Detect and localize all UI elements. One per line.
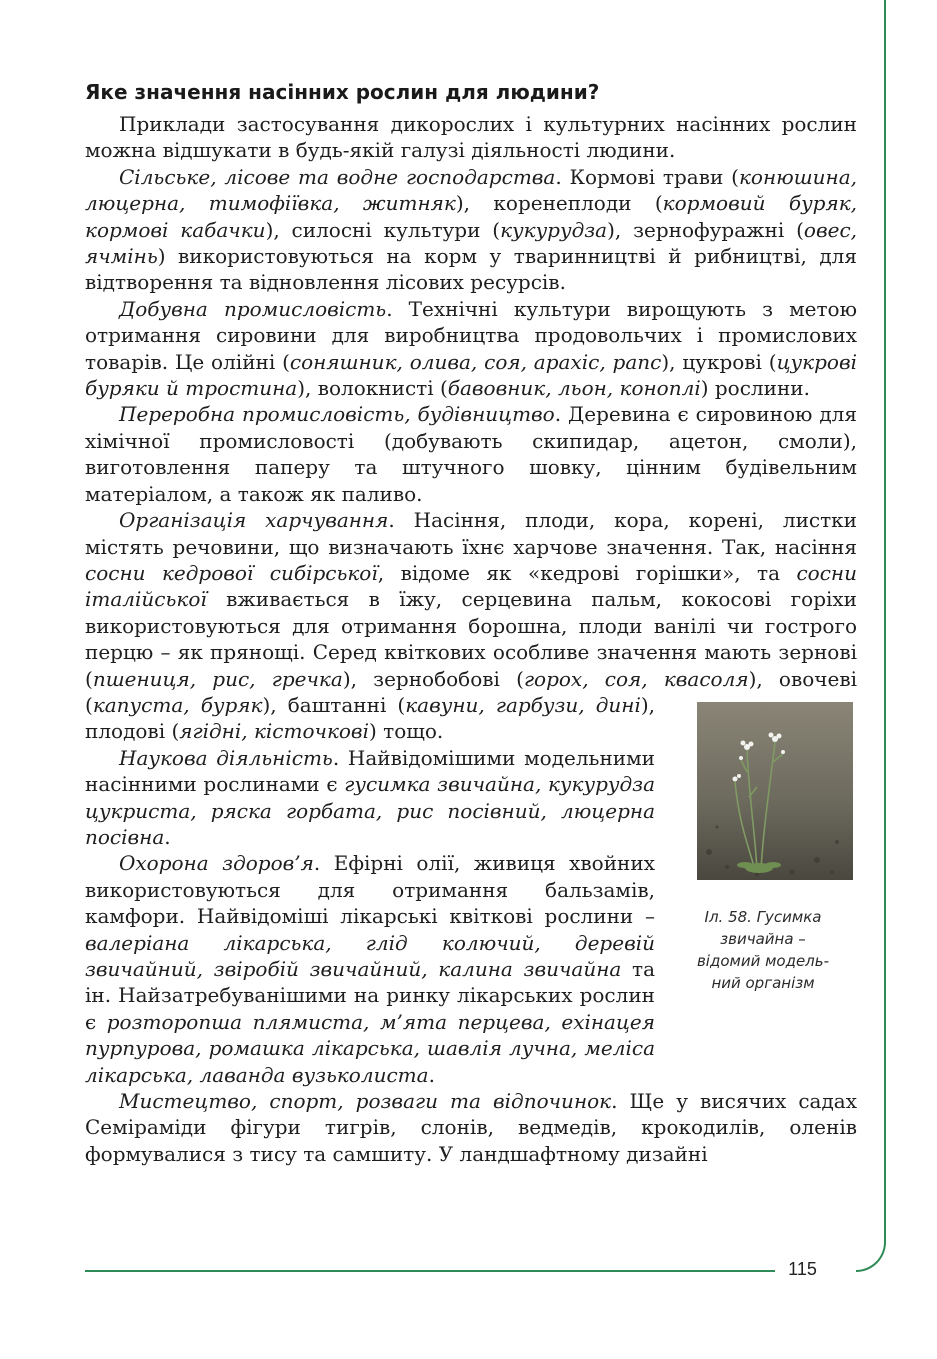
figure (669, 701, 857, 1057)
paragraph-art: Мистецтво, спорт, розваги та відпочинок. Ще у висячих садах Семіраміди фігури тигрів, слонів, ведмедів, крокодилів, оленів формувалися з тису та самшиту. У ландшафтному дизайні (85, 1089, 857, 1166)
paragraph-processing: Переробна промисловість, будівництво. Деревина є сировиною для хімічної промисловості (добувають скипидар, ацетон, смоли), виготовлення паперу та штучного шовку, цінним будівельним матеріалом, а також як паливо. (85, 402, 857, 506)
arabidopsis-photo-icon (697, 702, 853, 880)
frame-corner (856, 1214, 886, 1272)
paragraph-health: Охорона здоров’я. Ефірні олії, живиця хвойних використовуються для отримання бальзамів, камфори. Найвідоміші лікарські квіткові рослини – валеріана лікарська, глід колючий, деревій звичайний, звіробій звичайний, калина звичайна та ін. Найзатребуванішими на ринку лікарських рослин є розторопша плямиста, м’ята перцева, ехінацея пурпурова, ромашка лікарська, шавлія лучна, меліса лікарська, лаванда вузьколиста. (85, 851, 655, 1087)
section-heading: Яке значення насінних рослин для людини? (85, 80, 600, 104)
footer-line (85, 1270, 775, 1272)
body-text (85, 111, 857, 1167)
paragraph-intro: Приклади застосування дикорослих і культурних насінних рослин можна відшукати в будь-якій галузі діяльності людини. (85, 112, 857, 163)
paragraph-food: Організація харчування. Насіння, плоди, кора, корені, листки містять речовини, що визначають їхнє харчове значення. Так, насіння сосни кедрової сибірської, відоме як «кедрові горішки», та сосни італійської вживається в їжу, серцевина пальм, кокосові горіхи використовуються для отримання борошна, плоди ванілі чи гострого перцю – як прянощі. Серед квіткових особливе значення мають зернові (пшениця, рис, гречка), зернобобові (горох, соя, квасоля), овочеві ( Іл. 58. Гусимка звичайна – відомий модель- ний організм капуста, буряк), баштанні (кавуни, гарбузи, дині), плодові (ягідні, кісточкові) тощо. (85, 507, 857, 745)
paragraph-science: Наукова діяльність. Найвідомішими модельними насінними рослинами є гусимка звичайна, кукурудза цукриста, ряска горбата, рис посівний, люцерна посівна. (85, 745, 655, 849)
page-number: 115 (788, 1259, 817, 1279)
figure-caption: Іл. 58. Гусимка звичайна – відомий модель- ний організм (696, 908, 830, 993)
figure-photo (697, 702, 853, 880)
paragraph-agriculture: Сільське, лісове та водне господарства. Кормові трави (конюшина, люцерна, тимофіївка, житняк), коренеплоди (кормовий буряк, кормові кабачки), силосні культури (кукурудза), зернофуражні (овес, ячмінь) використовуються на корм у тваринництві й рибництві, для відтворення та відновлення лісових ресурсів. (85, 164, 858, 295)
frame-right (884, 0, 886, 1228)
paragraph-mining: Добувна промисловість. Технічні культури вирощують з метою отримання сировини для виробництва продовольчих і промислових товарів. Це олійні (соняшник, олива, соя, арахіс, рапс), цукрові (цукрові буряки й тростина), волокнисті (бавовник, льон, коноплі) рослини. (85, 296, 857, 401)
